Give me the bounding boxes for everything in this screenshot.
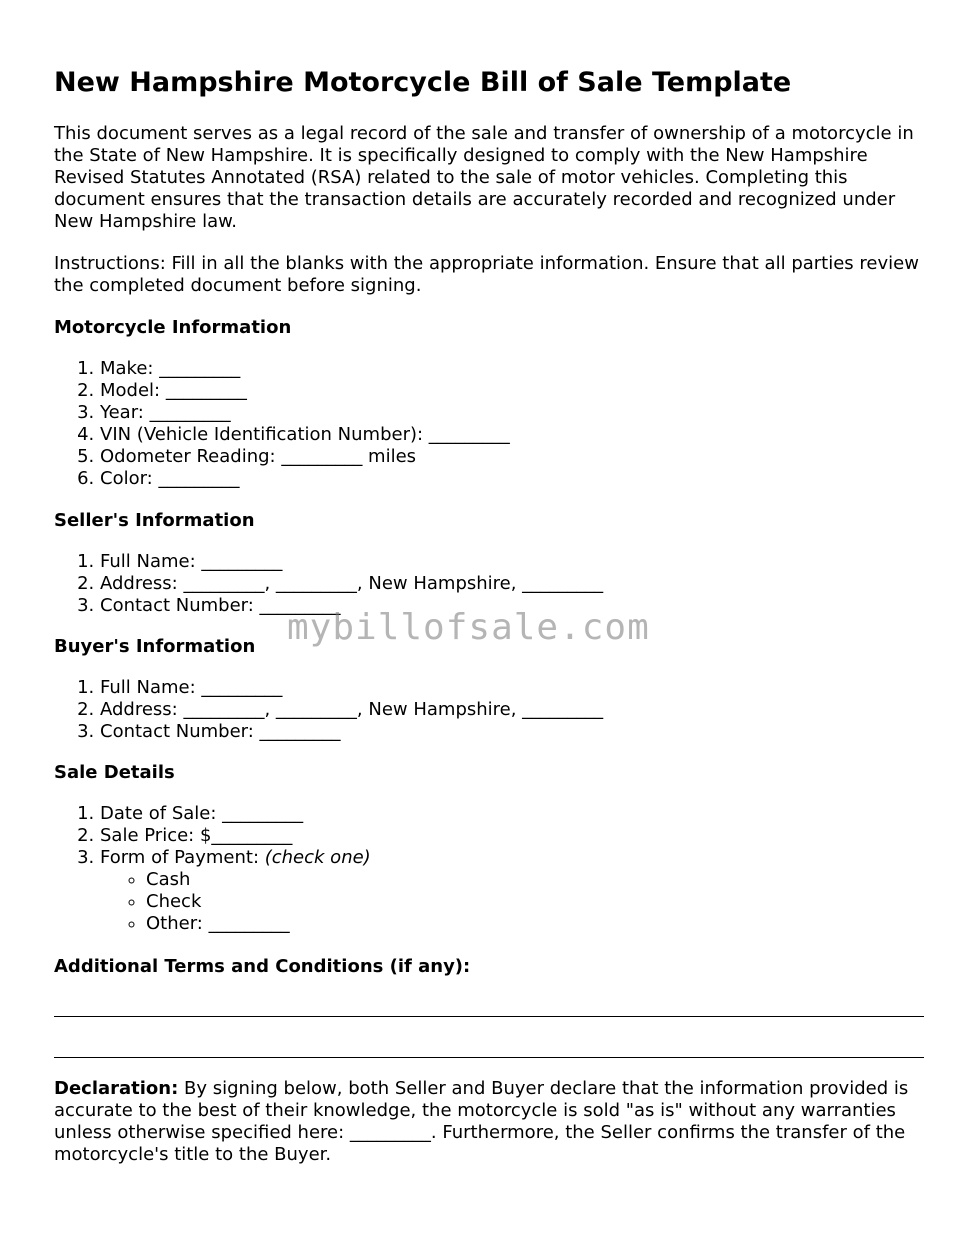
list-item: 1. Date of Sale: _________ [100, 803, 920, 825]
list-item: 3. Contact Number: _________ [100, 721, 920, 743]
declaration-label: Declaration: [54, 1078, 179, 1099]
list-item: 2. Model: _________ [100, 380, 920, 402]
list-item: 2. Address: _________, _________, New Hampshire, _________ [100, 699, 920, 721]
document-title: New Hampshire Motorcycle Bill of Sale Template [54, 67, 792, 98]
list-item: 6. Color: _________ [100, 468, 920, 490]
motorcycle-list [54, 358, 920, 490]
buyer-list [54, 677, 920, 743]
sale-list [54, 803, 920, 935]
payment-option-check: ◦ Check [146, 891, 920, 913]
intro-paragraph: This document serves as a legal record of the sale and transfer of ownership of a motorcycle in the State of New Hampshire. It is specifically designed to comply with the New Hampshire Revised Statutes Annotated (RSA) related to the sale of motor vehicles. Completing this document ensures that the transaction details are accurately recorded and recognized under New Hampshire law. [54, 123, 914, 232]
payment-option-other: ◦ Other: _________ [146, 913, 920, 935]
seller-heading: Seller's Information [54, 510, 255, 531]
motorcycle-heading: Motorcycle Information [54, 317, 292, 338]
list-item: 3. Year: _________ [100, 402, 920, 424]
instructions-paragraph: Instructions: Fill in all the blanks with the appropriate information. Ensure that all parties review the completed document before signing. [54, 253, 919, 296]
list-item: 4. VIN (Vehicle Identification Number): _________ [100, 424, 920, 446]
payment-option-cash: ◦ Cash [146, 869, 920, 891]
terms-line-1 [54, 1016, 924, 1017]
list-item: 1. Make: _________ [100, 358, 920, 380]
list-item: 2. Address: _________, _________, New Hampshire, _________ [100, 573, 920, 595]
list-item: 2. Sale Price: $_________ [100, 825, 920, 847]
sale-heading: Sale Details [54, 762, 175, 783]
payment-options [100, 869, 920, 935]
list-item: 3. Contact Number: _________ [100, 595, 920, 617]
declaration-paragraph [54, 1078, 926, 1166]
declaration-text: By signing below, both Seller and Buyer declare that the information provided is accurate to the best of their knowledge, the motorcycle is sold "as is" without any warranties unless otherwise specified here: _________. Furthermore, the Seller confirms the transfer of the motorcycle's title to the Buyer. [54, 1078, 909, 1165]
payment-hint: (check one) [264, 847, 371, 868]
list-item: 5. Odometer Reading: _________ miles [100, 446, 920, 468]
buyer-heading: Buyer's Information [54, 636, 256, 657]
payment-label: Form of Payment: [100, 847, 265, 868]
watermark: mybillofsale.com [287, 607, 650, 648]
list-item: 1. Full Name: _________ [100, 551, 920, 573]
list-item: 1. Full Name: _________ [100, 677, 920, 699]
list-item [100, 847, 920, 935]
terms-line-2 [54, 1057, 924, 1058]
terms-heading: Additional Terms and Conditions (if any): [54, 956, 471, 977]
